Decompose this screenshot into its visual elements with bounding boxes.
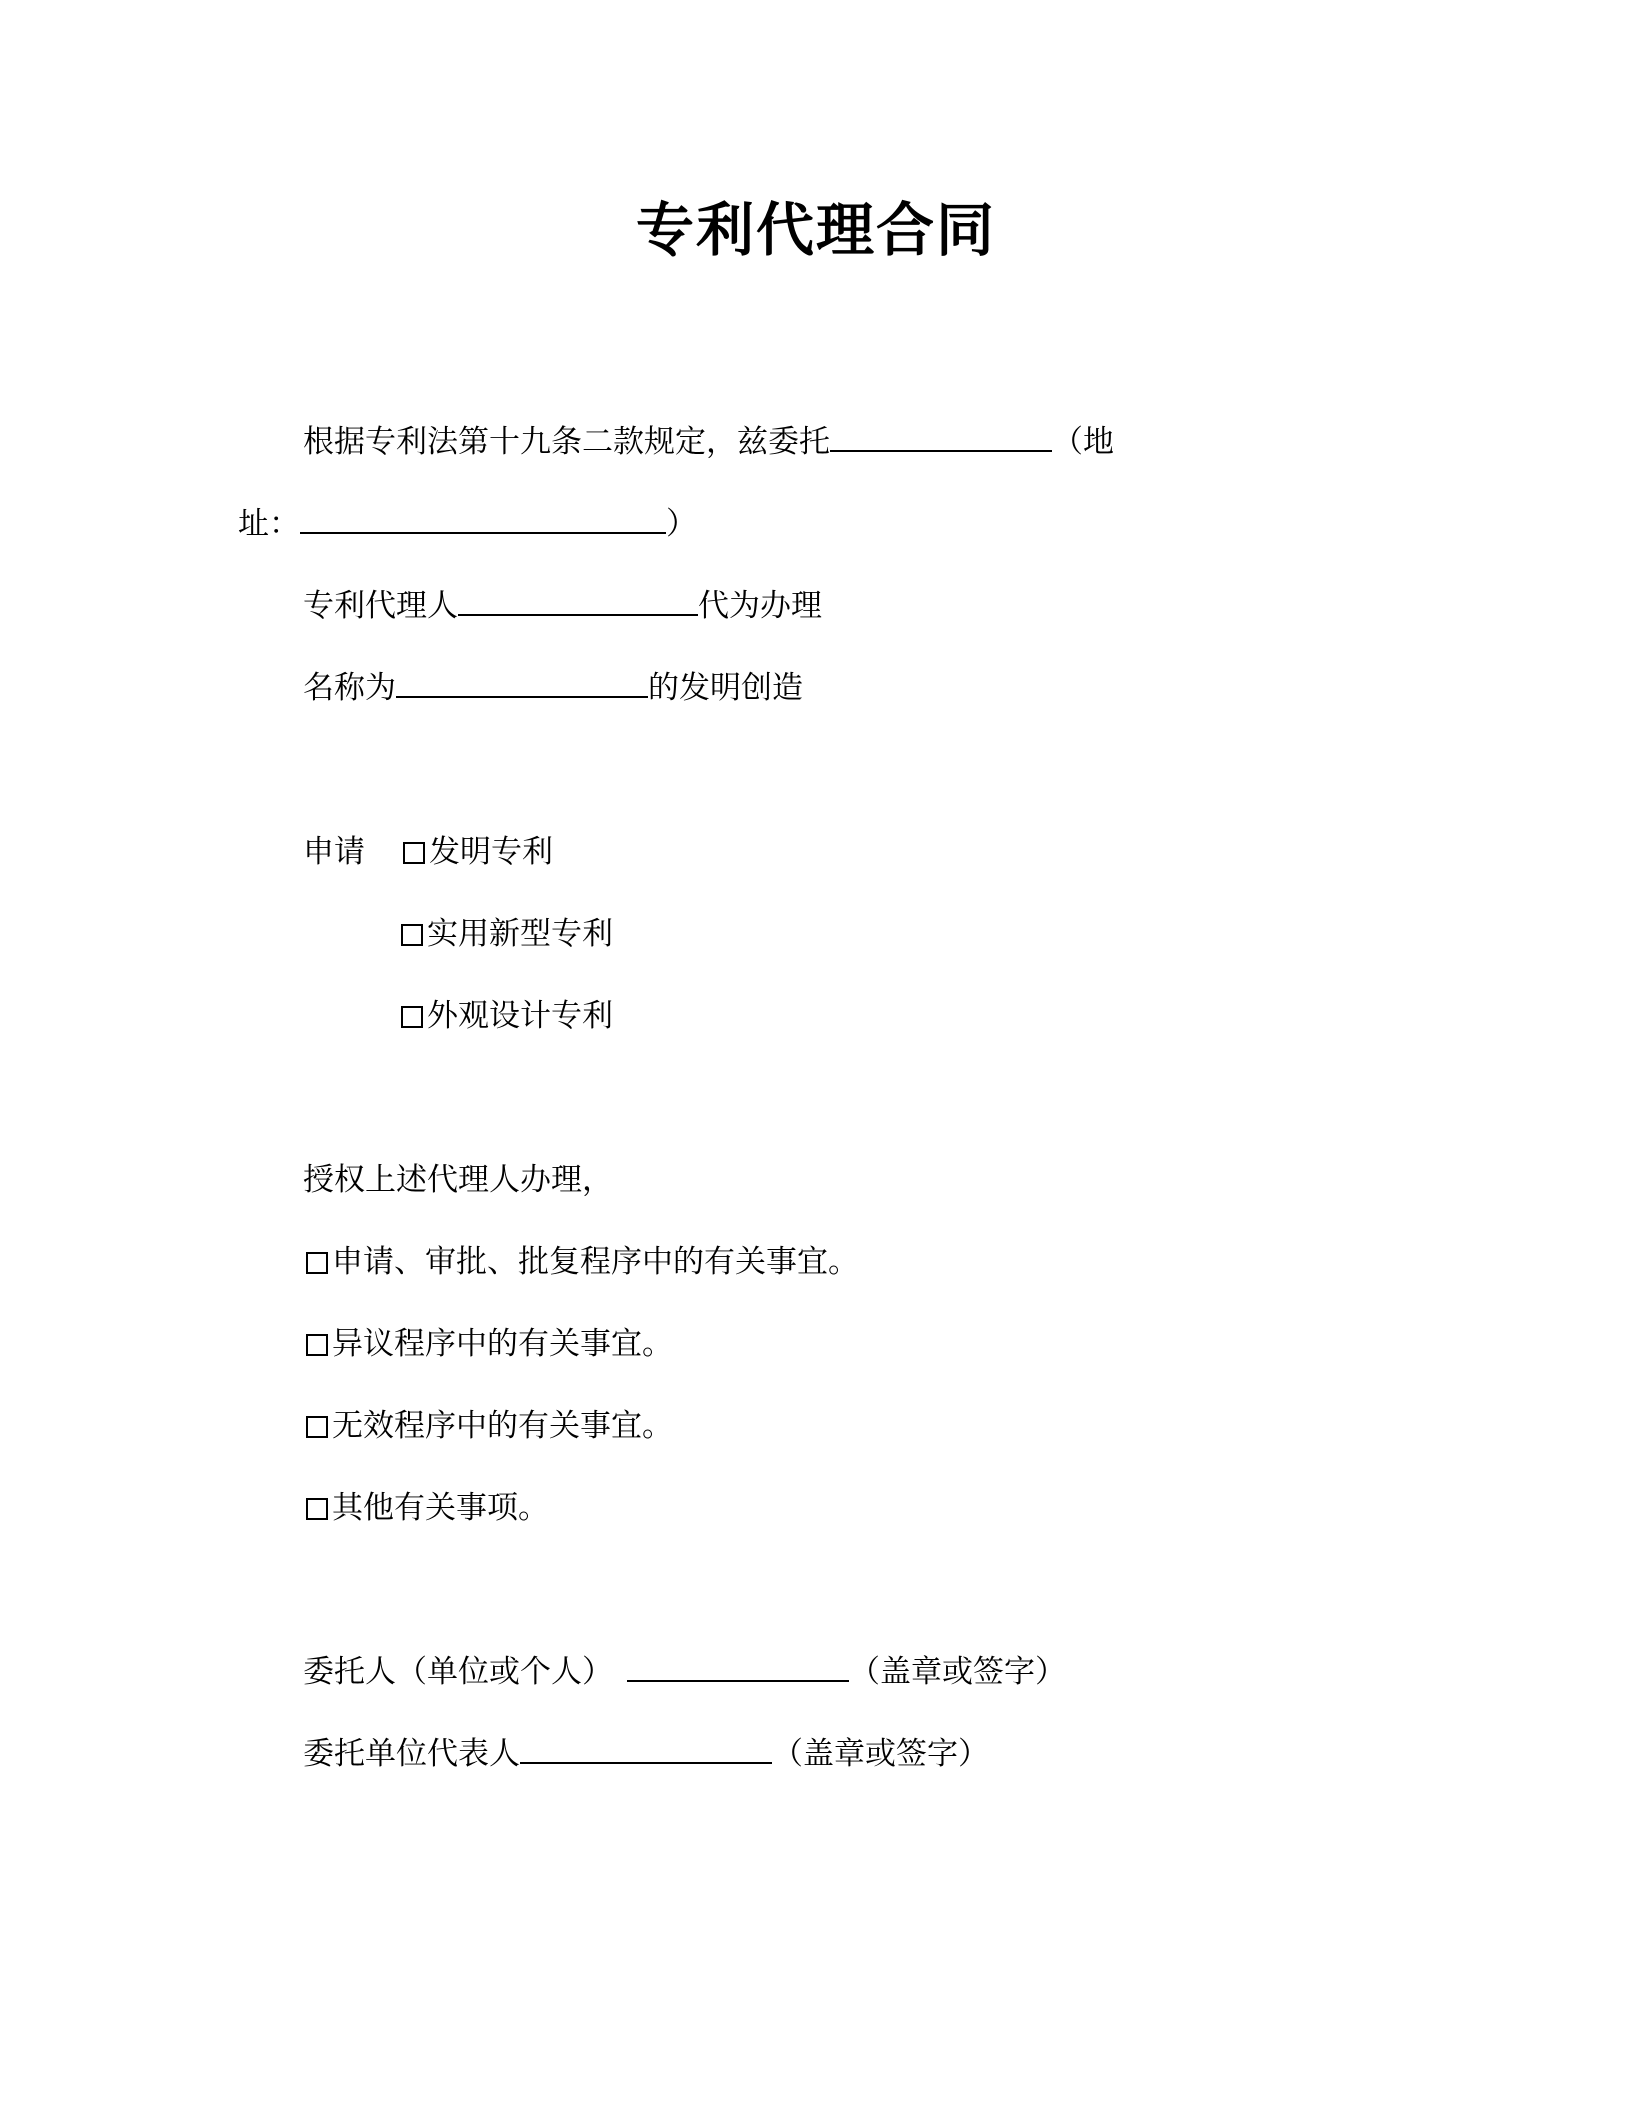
authorize-item-label: 申请、审批、批复程序中的有关事宜。 <box>332 1244 859 1280</box>
principal-label: 委托人（单位或个人） <box>303 1654 613 1690</box>
agent-line <box>303 584 822 628</box>
invention-name-suffix: 的发明创造 <box>648 670 803 706</box>
address-open-paren: （地 <box>1052 424 1114 460</box>
authorize-item-checkbox[interactable] <box>306 1252 328 1274</box>
address-blank[interactable] <box>300 502 666 534</box>
entrust-clause-text: 根据专利法第十九条二款规定，兹委托 <box>303 424 830 460</box>
agent-name-blank[interactable] <box>458 584 698 616</box>
address-close-paren: ） <box>666 506 697 542</box>
authorize-item-checkbox[interactable] <box>306 1416 328 1438</box>
authorize-item-label: 异议程序中的有关事宜。 <box>332 1326 673 1362</box>
invention-patent-label: 发明专利 <box>429 834 553 870</box>
principal-signature-blank[interactable] <box>627 1650 849 1682</box>
agent-label: 专利代理人 <box>303 588 458 624</box>
address-label: 址： <box>238 506 300 542</box>
design-patent-checkbox[interactable] <box>401 1006 423 1028</box>
authorize-item <box>306 1404 673 1448</box>
apply-line <box>303 830 553 874</box>
utility-model-checkbox[interactable] <box>401 924 423 946</box>
address-line <box>238 502 697 546</box>
representative-signature-line <box>303 1732 989 1776</box>
design-patent-label: 外观设计专利 <box>427 998 613 1034</box>
authorize-intro-text: 授权上述代理人办理， <box>303 1162 613 1198</box>
authorize-item-label: 其他有关事项。 <box>332 1490 549 1526</box>
entrust-clause <box>303 420 1114 464</box>
invention-name-blank[interactable] <box>396 666 648 698</box>
authorize-item-checkbox[interactable] <box>306 1334 328 1356</box>
entrusted-agency-blank[interactable] <box>830 420 1052 452</box>
principal-signature-line <box>303 1650 1066 1694</box>
representative-signature-note: （盖章或签字） <box>772 1736 989 1772</box>
representative-label: 委托单位代表人 <box>303 1736 520 1772</box>
invention-patent-checkbox[interactable] <box>403 842 425 864</box>
apply-label: 申请 <box>303 834 365 870</box>
authorize-item <box>306 1322 673 1366</box>
authorize-item-checkbox[interactable] <box>306 1498 328 1520</box>
invention-name-label: 名称为 <box>303 670 396 706</box>
utility-model-label: 实用新型专利 <box>427 916 613 952</box>
authorize-item <box>306 1486 549 1530</box>
authorize-item <box>306 1240 859 1284</box>
invention-name-line <box>303 666 803 710</box>
principal-signature-note: （盖章或签字） <box>849 1654 1066 1690</box>
representative-signature-blank[interactable] <box>520 1732 772 1764</box>
authorize-item-label: 无效程序中的有关事宜。 <box>332 1408 673 1444</box>
design-patent-option <box>401 994 613 1038</box>
utility-model-option <box>401 912 613 956</box>
agent-suffix: 代为办理 <box>698 588 822 624</box>
document-title: 专利代理合同 <box>635 196 996 264</box>
authorize-intro <box>303 1158 613 1202</box>
